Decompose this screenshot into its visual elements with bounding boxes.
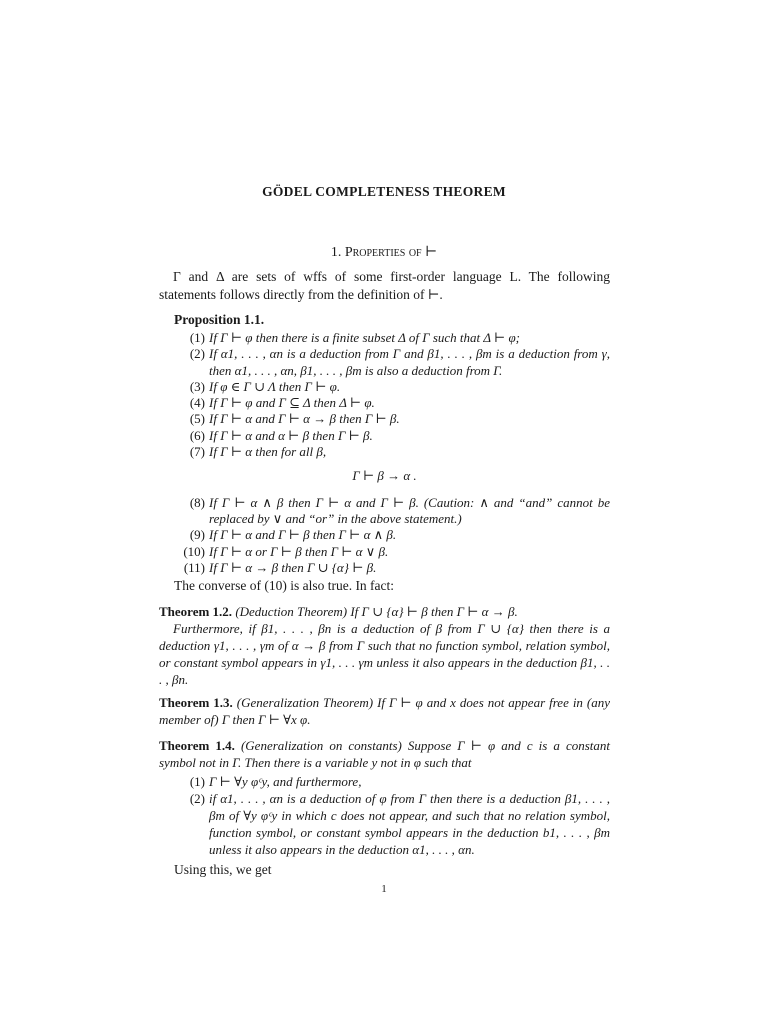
list-item [159,790,610,858]
item-number: (9) [189,527,205,543]
item-text: if α1, . . . , αn is a deduction of φ from Γ then there is a deduction β1, . . . , βm of ∀y φᶜy in which c does not appear, and such that no relation symbol, function symbol, or constant symbol appears in the deduction b1, . . . , βm unless it also appears in the deduction α1, . . . , αn. [209,791,610,857]
section-number: 1. [330,245,342,260]
list-item [159,330,610,346]
section-title: Properties of ⊢ [344,245,438,260]
list-item [159,379,610,395]
theorem-heading: Theorem 1.3. [159,695,233,710]
item-number: (1) [189,774,205,789]
item-text: If α1, . . . , αn is a deduction from Γ and β1, . . . , βm is a deduction from γ, then α1, . . . , αn, β1, . . . , βm is also a deduction from Γ. [209,346,610,378]
list-item [159,773,610,790]
list-item [159,495,610,528]
theorem-1-2 [159,603,610,688]
item-number: (8) [189,494,205,510]
theorem-1-4 [159,737,610,771]
item-number: (11) [183,559,205,575]
display-formula: Γ ⊢ β → α . [352,468,417,484]
page-number: 1 [381,883,387,895]
item-text: Γ ⊢ ∀y φᶜy, and furthermore, [209,774,362,789]
list-item [159,411,610,427]
item-number: (7) [189,444,205,460]
theorem-text: (Generalization on constants) Suppose Γ ⊢ φ and c is a constant symbol not in Γ. Then there is a variable y not in φ such that [159,738,611,770]
item-text: If Γ ⊢ φ and Γ ⊆ Δ then Δ ⊢ φ. [209,395,375,411]
item-number: (2) [189,791,205,806]
list-item [159,544,610,560]
theorem-heading: Theorem 1.2. [159,604,233,619]
theorem-text: (Deduction Theorem) If Γ ∪ {α} ⊢ β then Γ ⊢ α → β. [235,604,518,619]
section-heading [0,244,768,261]
item-text: If Γ ⊢ α and Γ ⊢ α → β then Γ ⊢ β. [209,411,400,427]
theorem-1-4-list [159,773,610,858]
item-text: If Γ ⊢ α → β then Γ ∪ {α} ⊢ β. [209,559,377,575]
item-text: If Γ ⊢ φ then there is a finite subset Δ of Γ such that Δ ⊢ φ; [209,330,521,345]
closing-paragraph: Using this, we get [174,862,272,877]
theorem-text: (Generalization Theorem) If Γ ⊢ φ and x does not appear free in (any member of) Γ then Γ ⊢ ∀x φ. [159,695,610,727]
item-number: (1) [189,330,205,345]
item-number: (3) [189,378,205,394]
theorem-1-3 [159,694,610,728]
converse-paragraph: The converse of (10) is also true. In fact: [174,578,395,593]
item-number: (10) [183,543,205,559]
list-item [159,346,610,379]
item-text: If Γ ⊢ α then for all β, [209,444,327,460]
theorem-continuation: Furthermore, if β1, . . . , βn is a deduction of β from Γ ∪ {α} then there is a deduction γ1, . . . , γm of α → β from Γ such that no function symbol, relation symbol, or constant symbol appears in γ1, . . . γm unless it also appears in the deduction β1, . . . , βn. [159,621,610,687]
proposition-heading: Proposition 1.1. [174,312,265,327]
item-text: If Γ ⊢ α or Γ ⊢ β then Γ ⊢ α ∨ β. [209,543,389,559]
list-item [159,428,610,444]
item-text: If Γ ⊢ α and Γ ⊢ β then Γ ⊢ α ∧ β. [209,527,397,543]
list-item [159,527,610,543]
list-item [159,560,610,576]
theorem-heading: Theorem 1.4. [159,738,235,753]
document-title: GÖDEL COMPLETENESS THEOREM [262,184,506,199]
item-text: If Γ ⊢ α and α ⊢ β then Γ ⊢ β. [209,427,373,443]
intro-paragraph: Γ and Δ are sets of wffs of some first-order language L. The following statements follows directly from the definition of ⊢. [159,269,610,302]
item-text: If Γ ⊢ α ∧ β then Γ ⊢ α and Γ ⊢ β. (Caution: ∧ and “and” cannot be replaced by ∨ and “or” in the above statement.) [209,494,610,526]
list-item [159,444,610,460]
item-number: (5) [189,411,205,427]
item-number: (6) [189,427,205,443]
proposition-list [159,330,610,576]
item-number: (4) [189,395,205,411]
list-item [159,395,610,411]
item-number: (2) [189,346,205,362]
item-text: If φ ∈ Γ ∪ Λ then Γ ⊢ φ. [209,378,341,394]
